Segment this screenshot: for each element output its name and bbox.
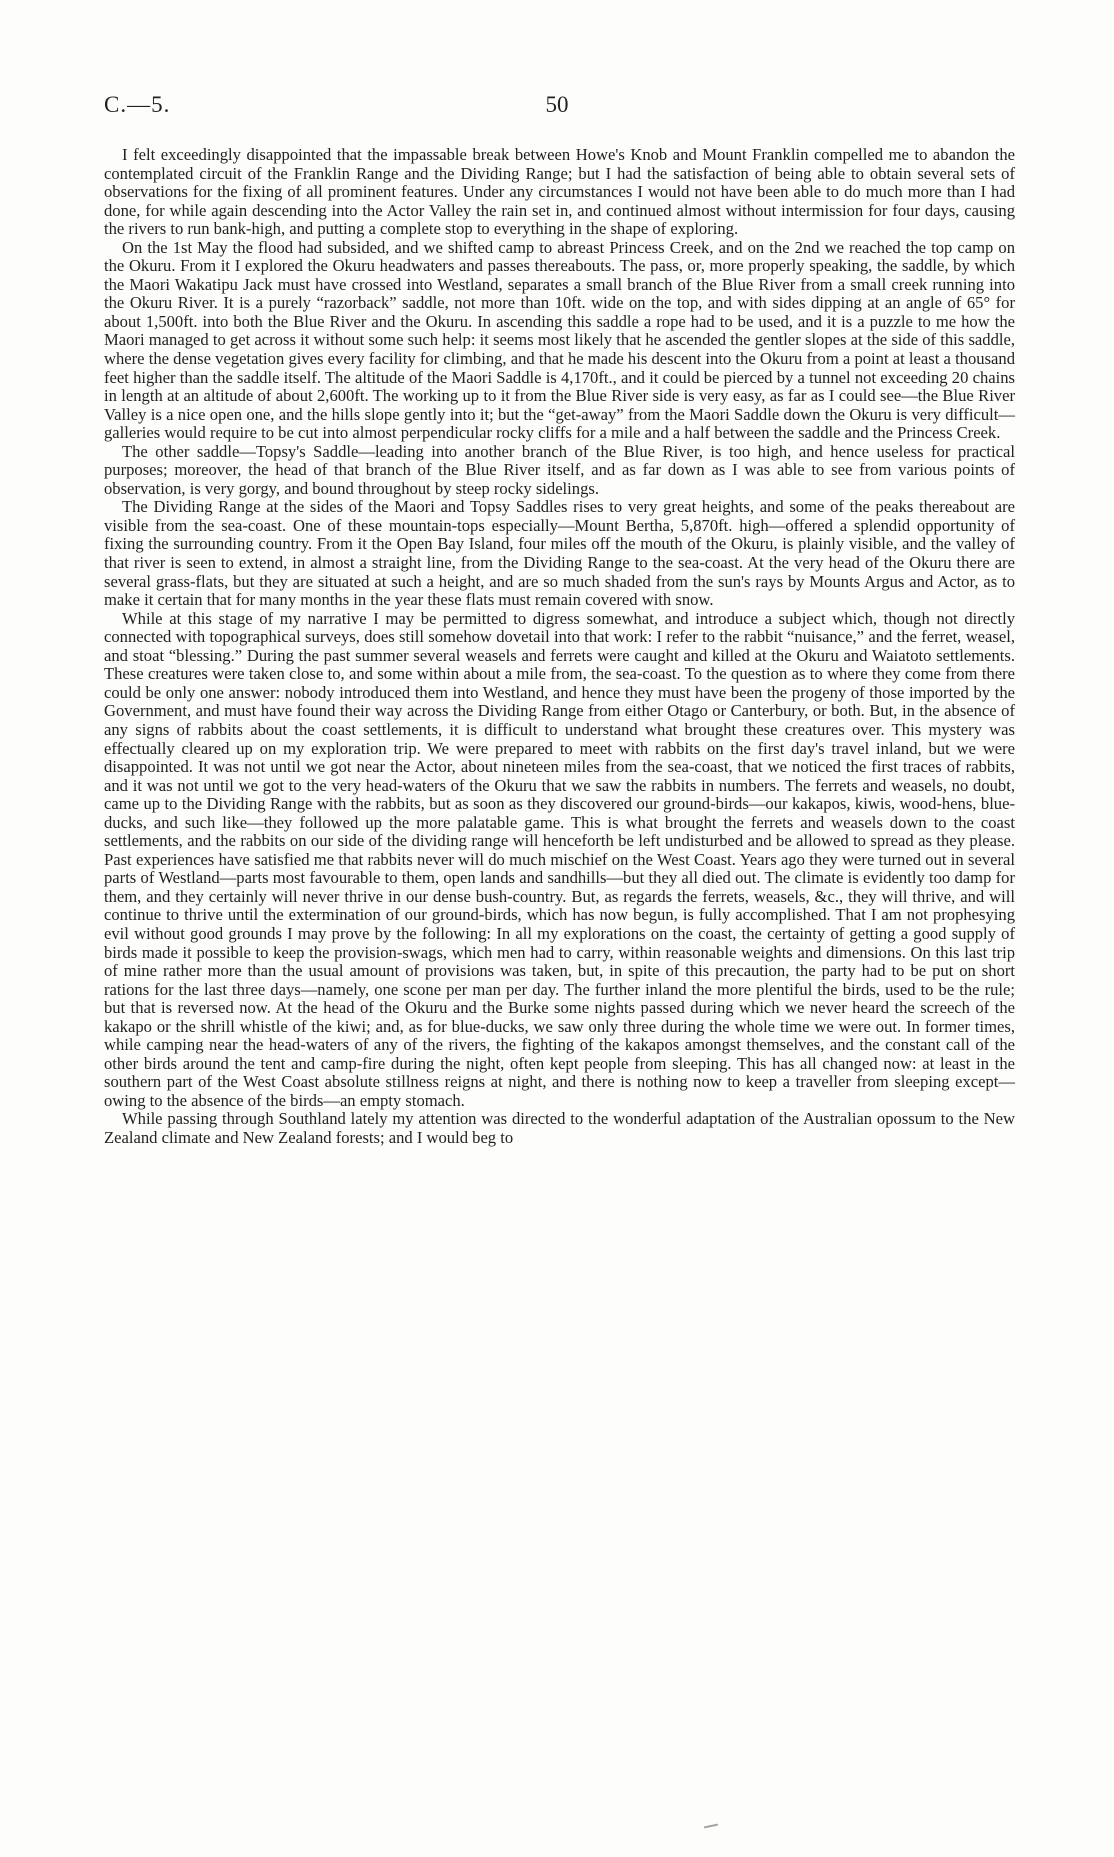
document-code: C.—5. [104, 92, 171, 117]
paragraph: While passing through Southland lately my attention was directed to the wonderful adaptation of the Australian opossum to the New Zealand climate and New Zealand forests; and I would beg to [104, 1109, 1015, 1147]
page-number: 50 [545, 92, 569, 117]
body-text [104, 146, 1015, 1148]
ink-mark [704, 1824, 718, 1829]
paragraph: On the 1st May the flood had subsided, and we shifted camp to abreast Princess Creek, and on the 2nd we reached the top camp on the Okuru. From it I explored the Okuru headwaters and passes thereabouts. The pass, or, more properly speaking, the saddle, by which the Maori Wakatipu Jack must have crossed into Westland, separates a small branch of the Blue River from a small creek running into the Okuru River. It is a purely “razorback” saddle, not more than 10ft. wide on the top, and with sides dipping at an angle of 65° for about 1,500ft. into both the Blue River and the Okuru. In ascending this saddle a rope had to be used, and it is a puzzle to me how the Maori managed to get across it without some such help: it seems most likely that he ascended the gentler slopes at the side of this saddle, where the dense vegetation gives every facility for climbing, and that he made his descent into the Okuru from a point at least a thousand feet higher than the saddle itself. The altitude of the Maori Saddle is 4,170ft., and it could be pierced by a tunnel not exceeding 20 chains in length at an altitude of about 2,600ft. The working up to it from the Blue River side is very easy, as far as I could see—the Blue River Valley is a nice open one, and the hills slope gently into it; but the “get-away” from the Maori Saddle down the Okuru is very difficult—galleries would require to be cut into almost perpendicular rocky cliffs for a mile and a half between the saddle and the Princess Creek. [104, 237, 1015, 443]
paragraph: The other saddle—Topsy's Saddle—leading into another branch of the Blue River, is too high, and hence useless for practical purposes; moreover, the head of that branch of the Blue River itself, and as far down as I was able to see from various points of observation, is very gorgy, and bound throughout by steep rocky sidelings. [104, 441, 1015, 498]
paragraph: I felt exceedingly disappointed that the impassable break between Howe's Knob and Mount Franklin compelled me to abandon the contemplated circuit of the Franklin Range and the Dividing Range; but I had the satisfaction of being able to obtain several sets of observations for the fixing of all prominent features. Under any circumstances I would not have been able to do much more than I had done, for while again descending into the Actor Valley the rain set in, and continued almost without intermission for four days, causing the rivers to run bank-high, and putting a complete stop to everything in the shape of exploring. [104, 145, 1015, 239]
paragraph: While at this stage of my narrative I may be permitted to digress somewhat, and introduce a subject which, though not directly connected with topographical surveys, does still somehow dovetail into that work: I refer to the rabbit “nuisance,” and the ferret, weasel, and stoat “blessing.” During the past summer several weasels and ferrets were caught and killed at the Okuru and Waiatoto settlements. These creatures were taken close to, and some within about a mile from, the sea-coast. To the question as to where they come from there could be only one answer: nobody introduced them into Westland, and hence they must have been the progeny of those imported by the Government, and must have found their way across the Dividing Range from either Otago or Canterbury, or both. But, in the absence of any signs of rabbits about the coast settlements, it is difficult to understand what brought these creatures over. This mystery was effectually cleared up on my exploration trip. We were prepared to meet with rabbits on the first day's travel inland, but we were disappointed. It was not until we got near the Actor, about nineteen miles from the sea-coast, that we noticed the first traces of rabbits, and it was not until we got to the very head-waters of the Okuru that we saw the rabbits in numbers. The ferrets and weasels, no doubt, came up to the Dividing Range with the rabbits, but as soon as they discovered our ground-birds—our kakapos, kiwis, wood-hens, blue-ducks, and such like—they followed up the more palatable game. This is what brought the ferrets and weasels down to the coast settlements, and the rabbits on our side of the dividing range will henceforth be left undisturbed and be allowed to spread as they please. Past experiences have satisfied me that rabbits never will do much mischief on the West Coast. Years ago they were turned out in several parts of Westland—parts most favourable to them, open lands and sandhills—but they all died out. The climate is evidently too damp for them, and they certainly will never thrive in our dense bush-country. But, as regards the ferrets, weasels, &c., they will thrive, and will continue to thrive until the extermination of our ground-birds, which has now begun, is fully accomplished. That I am not prophesying evil without good grounds I may prove by the following: In all my explorations on the coast, the certainty of getting a good supply of birds made it possible to keep the provision-swags, which men had to carry, within reasonable weights and dimensions. On this last trip of mine rather more than the usual amount of provisions was taken, but, in spite of this precaution, the party had to be put on short rations for the last three days—namely, one scone per man per day. The further inland the more plentiful the birds, used to be the rule; but that is reversed now. At the head of the Okuru and the Burke some nights passed during which we never heard the screech of the kakapo or the shrill whistle of the kiwi; and, as for blue-ducks, we saw only three during the whole time we were out. In former times, while camping near the head-waters of any of the rivers, the fighting of the kakapos amongst themselves, and the constant call of the other birds around the tent and camp-fire during the night, often kept people from sleeping. This has all changed now: at least in the southern part of the West Coast absolute stillness reigns at night, and there is nothing now to keep a traveller from sleeping except—owing to the absence of the birds—an empty stomach. [104, 608, 1015, 1110]
paragraph: The Dividing Range at the sides of the Maori and Topsy Saddles rises to very great heights, and some of the peaks thereabout are visible from the sea-coast. One of these mountain-tops especially—Mount Bertha, 5,870ft. high—offered a splendid opportunity of fixing the surrounding country. From it the Open Bay Island, four miles off the mouth of the Okuru, is plainly visible, and the valley of that river is seen to extend, in almost a straight line, from the Dividing Range to the sea-coast. At the very head of the Okuru there are several grass-flats, but they are situated at such a height, and are so much shaded from the sun's rays by Mounts Argus and Actor, as to make it certain that for many months in the year these flats must remain covered with snow. [104, 497, 1015, 610]
